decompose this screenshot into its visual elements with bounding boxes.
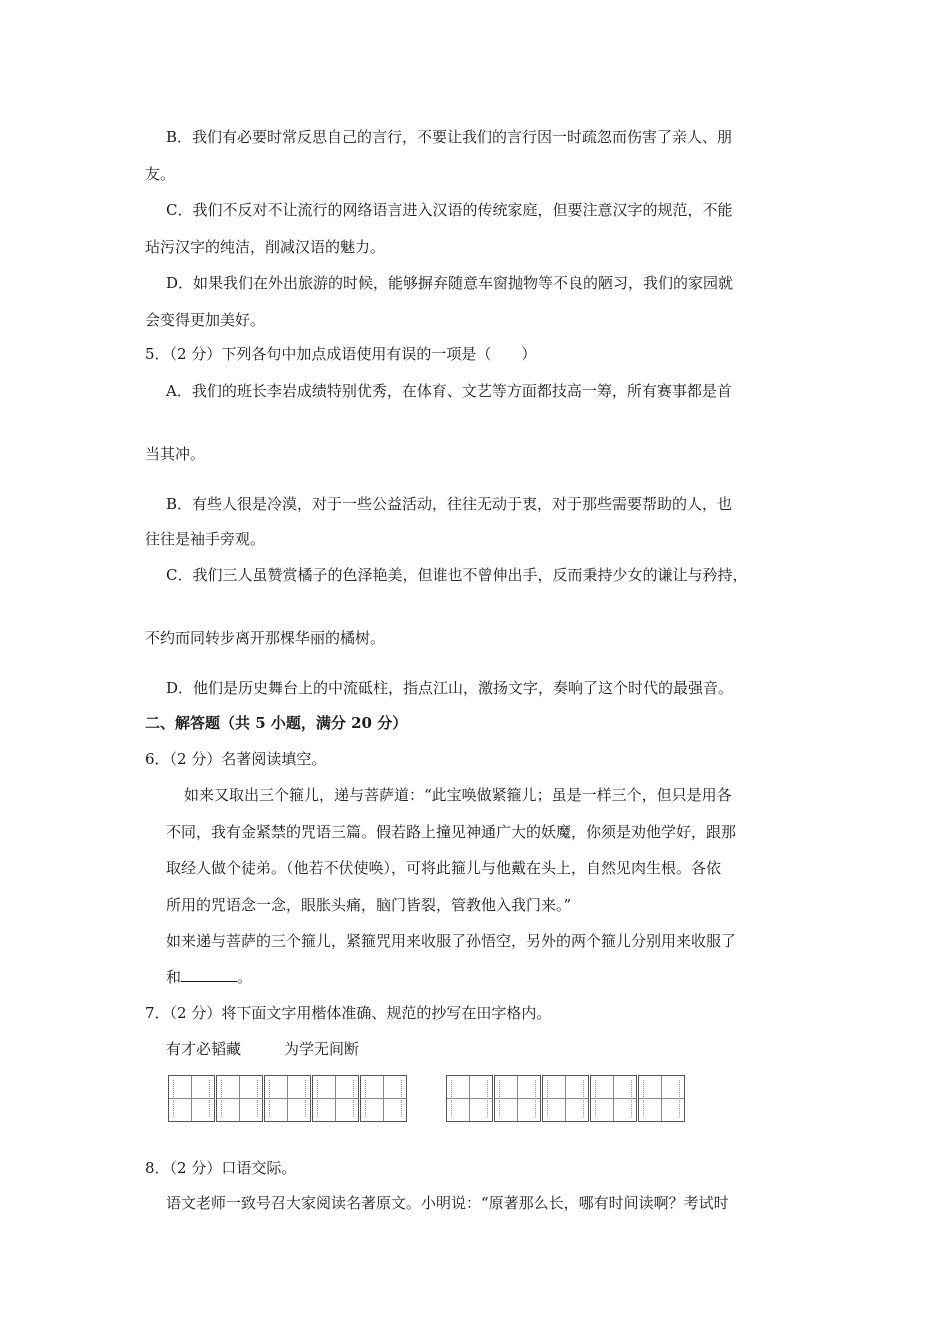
q6-question-line2 (166, 967, 252, 987)
q4-option-d-line2: 会变得更加美好。 (145, 311, 266, 329)
tianzige-cell[interactable] (638, 1075, 685, 1122)
q6-passage-line2: 不同，我有金紧禁的咒语三篇。假若路上撞见神通广大的妖魔，你须是劝他学好，跟那 (166, 823, 737, 841)
q6-and-text: 和 (166, 968, 182, 986)
q5-option-d-line1: D．他们是历史舞台上的中流砥柱，指点江山，激扬文字，奏响了这个时代的最强音。 (166, 679, 734, 697)
q5-option-a-line2: 当其冲。 (145, 445, 206, 463)
q5-option-b-line1: B．有些人很是冷漠，对于一些公益活动，往往无动于衷，对于那些需要帮助的人，也 (166, 495, 733, 513)
tianzige-cell[interactable] (590, 1075, 637, 1122)
q4-option-b-line1: B．我们有必要时常反思自己的言行，不要让我们的言行因一时疏忽而伤害了亲人、朋 (166, 128, 733, 146)
q6-question-line1: 如来递与菩萨的三个箍儿，紧箍咒用来收服了孙悟空，另外的两个箍儿分别用来收服了 (166, 932, 737, 950)
q5-option-a-line1: A．我们的班长李岩成绩特别优秀，在体育、文艺等方面都技高一筹，所有赛事都是首 (166, 382, 732, 400)
q5-option-b-line2: 往往是袖手旁观。 (145, 530, 266, 548)
tianzige-cell[interactable] (360, 1075, 407, 1122)
q4-option-b-line2: 友。 (145, 165, 176, 183)
q8-stem: 8．（2 分）口语交际。 (145, 1159, 297, 1177)
q5-stem: 5．（2 分）下列各句中加点成语使用有误的一项是（ ） (145, 345, 537, 363)
q6-answer-blank[interactable] (181, 967, 237, 982)
q6-stem: 6．（2 分）名著阅读填空。 (145, 750, 327, 768)
tianzige-grid-2 (446, 1075, 686, 1123)
q6-passage-line1: 如来又取出三个箍儿，递与菩萨道：“此宝唤做紧箍儿；虽是一样三个，但只是用各 (184, 786, 732, 804)
tianzige-cell[interactable] (216, 1075, 263, 1122)
tianzige-cell[interactable] (494, 1075, 541, 1122)
tianzige-cell[interactable] (312, 1075, 359, 1122)
tianzige-cell[interactable] (168, 1075, 215, 1122)
q4-option-c-line2: 玷污汉字的纯洁，削减汉语的魅力。 (145, 238, 386, 256)
q7-stem: 7．（2 分）将下面文字用楷体准确、规范的抄写在田字格内。 (145, 1004, 552, 1022)
q4-option-d-line1: D．如果我们在外出旅游的时候，能够摒弃随意车窗抛物等不良的陋习，我们的家园就 (166, 274, 734, 292)
section-two-title: 二、解答题（共 5 小题，满分 20 分） (145, 714, 408, 732)
q7-phrase2: 为学无间断 (284, 1040, 360, 1058)
q6-period: 。 (237, 968, 253, 986)
tianzige-grid-1 (168, 1075, 408, 1123)
tianzige-cell[interactable] (542, 1075, 589, 1122)
q5-option-c-line1: C．我们三人虽赞赏橘子的色泽艳美，但谁也不曾伸出手，反而秉持少女的谦让与矜持， (166, 566, 748, 584)
tianzige-cell[interactable] (264, 1075, 311, 1122)
q7-phrase1: 有才必韬藏 (166, 1040, 242, 1058)
q6-passage-line3: 取经人做个徒弟。（他若不伏使唤），可将此箍儿与他戴在头上，自然见肉生根。各依 (166, 859, 722, 877)
q5-option-c-line2: 不约而同转步离开那棵华丽的橘树。 (145, 629, 386, 647)
tianzige-cell[interactable] (446, 1075, 493, 1122)
q4-option-c-line1: C．我们不反对不让流行的网络语言进入汉语的传统家庭，但要注意汉字的规范，不能 (166, 201, 733, 219)
q8-passage-line1: 语文老师一致号召大家阅读名著原文。小明说：“原著那么长，哪有时间读啊？考试时 (166, 1194, 729, 1212)
q6-passage-line4: 所用的咒语念一念，眼胀头痛，脑门皆裂，管教他入我门来。” (166, 896, 572, 914)
